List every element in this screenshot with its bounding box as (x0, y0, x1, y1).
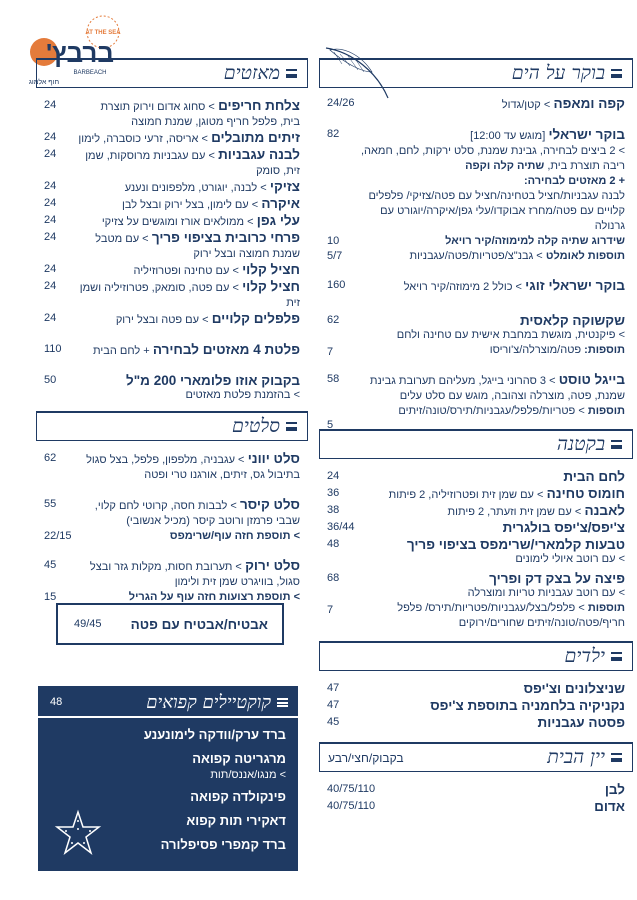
menu-item: בייגל טוסט > 3 סהרוני בייגל, מעליהם תערובת גבינת שמנת, פטה, מוצרלה וצהובה, מוגש עם סלט עלים תוספות > פטריות/פלפל/עגבניות/תירס/טונה/זיתים 58 5 (327, 372, 625, 431)
item-price: 24/26 (327, 97, 355, 109)
cocktails-title: קוקטיילים קפואים (146, 691, 271, 713)
menu-item: צ'יפס/צ'יפס בולגרית 36/44 (327, 520, 625, 535)
menu-item: עלי גפן > ממולאים אורז ומוגשים על צזיקי 24 (44, 213, 300, 228)
menu-item: איקרה > עם לימון, בצל ירוק ובצל לבן 24 (44, 196, 300, 211)
menu-lines-icon (611, 652, 622, 661)
right-column (319, 58, 633, 816)
menu-lines-icon (611, 69, 622, 78)
item-price: 5/7 (327, 250, 343, 262)
menu-item: לאבנה > עם שמן זית וזעתר, 2 פיתות 38 (327, 503, 625, 518)
menu-item: אדום 40/75/110 (327, 799, 625, 814)
menu-item: חציל קלוי > עם טחינה ופטרוזיליה 24 (44, 262, 300, 277)
kids-list (319, 671, 633, 732)
menu-item: תוספות לאומלט > גבנ"צ/פטריות/פטה/עגבניות 5/7 (327, 250, 625, 262)
svg-text:AT THE SEA: AT THE SEA (85, 30, 121, 36)
left-column (36, 58, 308, 605)
menu-lines-icon (611, 753, 622, 762)
item-price: 62 (327, 314, 340, 326)
wine-header (319, 742, 633, 772)
item-price: 10 (327, 235, 340, 247)
watermelon-price: 49/45 (74, 618, 102, 630)
menu-item: סלט יווני > עגבניה, מלפפון, פלפל, בצל סגול בתיבול גס, זיתים, אורגנו טרי ופטה 62 (44, 451, 300, 481)
watermelon-box (56, 603, 284, 645)
svg-text:חוף אלמוג: חוף אלמוג (28, 79, 60, 86)
menu-item: בוקר ישראלי זוגי > כולל 2 מימוזה/קיר רויאל 160 (327, 278, 625, 293)
menu-item: צלחת חריפים > סחוג אדום וירוק תוצרת בית, פלפל חריף מטוגן, שמנת חמוצה 24 (44, 98, 300, 128)
mezze-list (36, 88, 308, 403)
wine-sizes: בקבוק/חצי/רבע (328, 750, 404, 765)
menu-lines-icon (611, 440, 622, 449)
small-plates-header (319, 429, 633, 459)
cocktail-item: דאקירי תות קפוא (186, 813, 286, 828)
cocktails-box (38, 686, 298, 871)
kids-header (319, 641, 633, 671)
breakfast-list (319, 88, 633, 431)
cocktail-item: ברד ערק/וודקה לימונענע (143, 727, 286, 742)
menu-item: סלט ירוק > תערובת חסות, מקלות גזר ובצל סגול, בוויגרט שמן זית ולימון > תוספת רצועות חזה עוף על הגריל 45 15 (44, 558, 300, 603)
menu-item: פיצה על בצק דק ופריך > עם רוטב עגבניות טריות ומוצרלה תוספות > פלפל/בצל/עגבניות/פטריות/תירס/ פלפל חריף/פטה/טונה/זיתים שחורים/ירוקים 68 7 (327, 571, 625, 629)
menu-lines-icon (277, 698, 288, 707)
small-plates-title: בקטנה (556, 433, 605, 455)
breakfast-title: בוקר על הים (511, 62, 605, 84)
item-price: 7 (327, 346, 334, 358)
breakfast-header (319, 58, 633, 88)
menu-item: פלפלים קלויים > עם פטה ובצל ירוק 24 (44, 311, 300, 326)
menu-item: לחם הבית 24 (327, 469, 625, 484)
ouzo-bottle: בקבוק אוזו פלומארי 200 מ"ל > בהזמנת פלטת מאזטים 50 (44, 373, 300, 401)
menu-item: פסטה עגבניות 45 (327, 715, 625, 730)
item-price: 5 (327, 419, 334, 431)
menu-item: שניצלונים וצ'יפס 47 (327, 681, 625, 696)
menu-item: צזיקי > לבנה, יוגורט, מלפפונים ונענע 24 (44, 179, 300, 194)
watermelon-name: אבטיח/אבטיח עם פטה (130, 616, 268, 632)
menu-item: קפה ומאפה > קטן/גדול 24/26 (327, 96, 625, 111)
menu-item: לבן 40/75/110 (327, 782, 625, 797)
cocktail-flavors: > מנגו/אננס/תות (210, 769, 286, 781)
item-price: 58 (327, 373, 340, 385)
svg-text:BARBEACH: BARBEACH (73, 70, 107, 76)
menu-item: סלט קיסר > לבבות חסה, קרוטי לחם קלוי, שבבי פרמזן ורוטב קיסר (מכיל אנשובי) > תוספת חזה עוף/שרימפס 55 22/15 (44, 497, 300, 542)
cocktails-header (38, 686, 298, 718)
item-price: 160 (327, 279, 346, 291)
menu-item: זיתים מתובלים > אריסה, זרעי כוסברה, לימון 24 (44, 130, 300, 145)
cocktail-item: ברד קמפרי פסיפלורה (160, 837, 286, 852)
kids-title: ילדים (564, 645, 605, 667)
salads-list (36, 441, 308, 605)
menu-item: בוקר ישראלי [מוגש עד 12:00] > 2 ביצים לבחירה, גבינת שמנת, סלט ירקות, לחם, חמאה, ריבה תוצרת בית, שתיה קלה וקפה + 2 מאזטים לבחירה: לבנה עגבניות/חציל בטחינה/חציל עם פטה/צזיקי/ פלפלים קלויים עם פטה/מחרז אבוקדו/עלי גפן/איקרה/יוגורט עם גרנולה 82 (327, 127, 625, 232)
mezze-title: מאזטים (223, 62, 280, 84)
wine-title: יין הבית (547, 746, 605, 768)
starfish-icon (54, 809, 102, 857)
cocktail-item: פינקולדה קפואה (190, 789, 286, 804)
menu-lines-icon (286, 69, 297, 78)
cocktail-item: מרגריטה קפואה (192, 751, 286, 766)
menu-item: טבעות קלמארי/שרימפס בציפוי פריך > עם רוטב איולי לימונים 48 (327, 537, 625, 565)
wine-list (319, 772, 633, 816)
small-plates-list (319, 459, 633, 631)
mezze-platter: פלטת 4 מאזטים לבחירה + לחם הבית 110 (44, 342, 300, 357)
salads-header (36, 411, 308, 441)
menu-item: פרחי כרובית בציפוי פריך > עם מטבל שמנת חמוצה ובצל ירוק 24 (44, 230, 300, 260)
menu-lines-icon (286, 422, 297, 431)
cocktails-price: 48 (50, 696, 63, 708)
svg-text:ברבץ': ברבץ' (46, 38, 114, 68)
menu-item: שידרוג שתיה קלה למימוזה/קיר רויאל 10 (327, 235, 625, 247)
menu-item: חומוס טחינה > עם שמן זית ופטרוזיליה, 2 פיתות 36 (327, 486, 625, 501)
menu-item: נקניקיה בלחמניה בתוספת צ'יפס 47 (327, 698, 625, 713)
salads-title: סלטים (231, 415, 280, 437)
menu-item: חציל קלוי > עם פטה, סומאק, פטרוזיליה ושמן זית 24 (44, 279, 300, 309)
menu-item: לבנה עגבניות > עם עגבניות מרוסקות, שמן זית, סומק 24 (44, 147, 300, 177)
mezze-header (36, 58, 308, 88)
item-price: 82 (327, 128, 340, 140)
menu-item: שקשוקה קלאסית > פיקנטית, מוגשת במחבת אישית עם טחינה ולחם תוספות: פטה/מוצרלה/צ'וריסו 62 7 (327, 313, 625, 358)
